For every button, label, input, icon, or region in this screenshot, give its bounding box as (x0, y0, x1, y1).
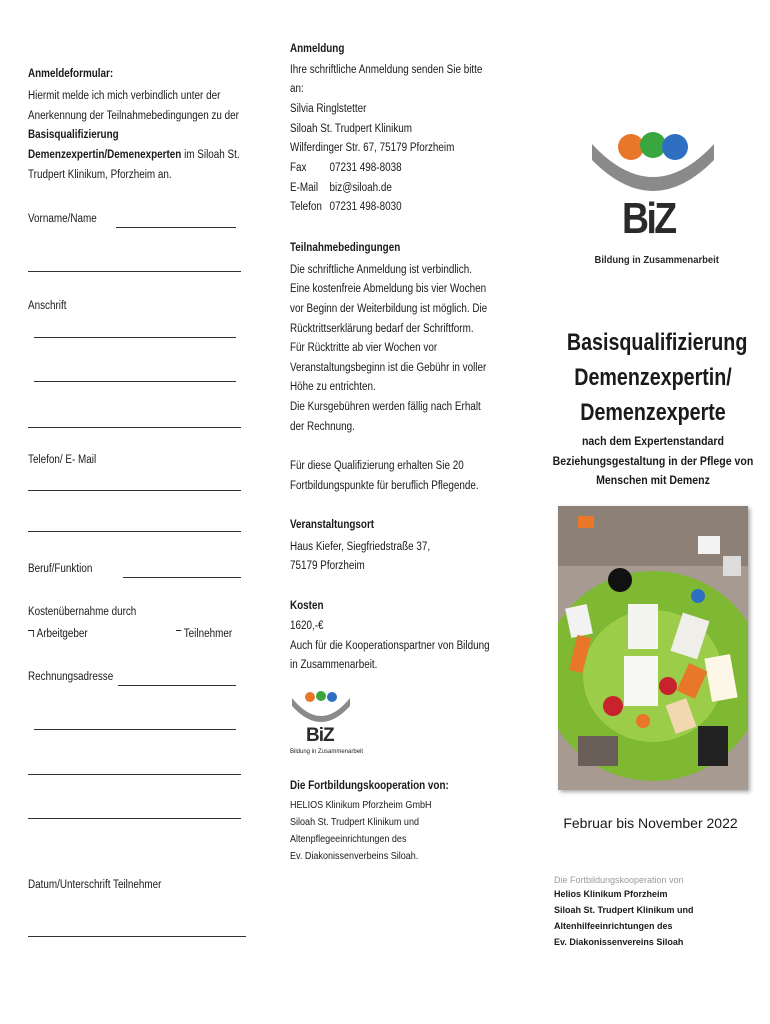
address-input-line[interactable] (34, 381, 236, 382)
costs-line: Auch für die Kooperationspartner von Bildung (290, 640, 490, 652)
participant-option[interactable] (176, 625, 232, 645)
points-line: Für diese Qualifizierung erhalten Sie 20 (290, 460, 464, 472)
cover-coop-intro: Die Fortbildungskooperation von (554, 875, 684, 885)
conditions-line: Veranstaltungsbeginn ist die Gebühr in voller (290, 362, 487, 374)
phone-line (290, 198, 402, 218)
conditions-heading: Teilnahmebedingungen (290, 242, 401, 254)
biz-logo-tagline: Bildung in Zusammenarbeit (594, 254, 719, 266)
name-label: Vorname/Name (28, 213, 97, 225)
conditions-line: Die schriftliche Anmeldung ist verbindlich. (290, 264, 472, 276)
biz-logo (588, 130, 718, 272)
form-heading: Anmeldeformular: (28, 68, 114, 80)
email-label: E-Mail (290, 182, 319, 194)
biz-logo-small-tagline: Bildung in Zusammenarbeit (290, 749, 364, 755)
cover-subtitle-line: nach dem Expertenstandard (581, 434, 725, 448)
fax-line (290, 159, 402, 179)
biz-logo-small-text: BiZ (306, 725, 334, 746)
costs-heading: Kosten (290, 600, 324, 612)
participant-label: Teilnehmer (183, 628, 233, 640)
costs-line: 1620,-€ (290, 620, 324, 632)
points-line: Fortbildungspunkte für beruflich Pflegende. (290, 480, 479, 492)
cover-photo (558, 506, 748, 790)
signature-label: Datum/Unterschrift Teilnehmer (28, 879, 162, 891)
registration-heading: Anmeldung (290, 43, 345, 55)
form-intro-line: Hiermit melde ich mich verbindlich unter der (28, 90, 221, 102)
phone-input-line-2[interactable] (28, 531, 241, 532)
cooperation-line: Ev. Diakonissenverbeins Siloah. (290, 850, 419, 862)
phone-input-line[interactable] (28, 490, 241, 491)
conditions-line: Rücktrittserklärung bedarf der Schriftform. (290, 323, 474, 335)
cover-title-line-1: Basisqualifizierung (566, 329, 748, 356)
phone-label: Telefon/ E- Mail (28, 454, 97, 466)
biz-logo-text: BiZ (622, 194, 675, 243)
form-intro-line (28, 146, 240, 166)
cover-title-line-3: Demenzexperte (580, 399, 726, 426)
biz-logo-small (290, 688, 364, 763)
cover-coop-line: Altenhilfeeinrichtungen des (554, 921, 673, 931)
conditions-line: Die Kursgebühren werden fällig nach Erhalt (290, 401, 481, 413)
employer-checkbox[interactable] (28, 630, 34, 637)
phone-value: 07231 498-8030 (329, 201, 402, 213)
cost-label: Kostenübernahme durch (28, 606, 137, 618)
billing-label: Rechnungsadresse (28, 671, 114, 683)
address-input-line[interactable] (28, 427, 241, 428)
job-input-line[interactable] (123, 577, 241, 578)
registration-line: Siloah St. Trudpert Klinikum (290, 123, 413, 135)
billing-input-line[interactable] (34, 729, 236, 730)
costs-line: in Zusammenarbeit. (290, 659, 378, 671)
form-intro-tail: im Siloah St. (181, 149, 240, 161)
cooperation-heading: Die Fortbildungskooperation von: (290, 780, 449, 792)
cover-title-line-2: Demenzexpertin/ (574, 364, 732, 391)
cover-subtitle-line: Menschen mit Demenz (596, 473, 710, 487)
email-value[interactable]: biz@siloah.de (329, 182, 392, 194)
registration-line: an: (290, 83, 304, 95)
conditions-line: Höhe zu entrichten. (290, 381, 376, 393)
registration-line: Silvia Ringlstetter (290, 103, 367, 115)
cover-coop-line: Siloah St. Trudpert Klinikum und (554, 905, 694, 915)
registration-line: Wilferdinger Str. 67, 75179 Pforzheim (290, 142, 455, 154)
cover-coop-line: Helios Klinikum Pforzheim (554, 889, 668, 899)
conditions-line: der Rechnung. (290, 421, 355, 433)
cover-dates: Februar bis November 2022 (563, 815, 738, 831)
billing-input-line[interactable] (28, 818, 241, 819)
name-input-line-2[interactable] (28, 271, 241, 272)
cooperation-line: HELIOS Klinikum Pforzheim GmbH (290, 799, 432, 811)
email-line (290, 179, 392, 199)
address-label: Anschrift (28, 300, 67, 312)
venue-heading: Veranstaltungsort (290, 519, 375, 531)
registration-line: Ihre schriftliche Anmeldung senden Sie bitte (290, 64, 483, 76)
conditions-line: Für Rücktritte ab vier Wochen vor (290, 342, 438, 354)
form-intro-bold: Demenzexpertin/Demenexperten (28, 149, 182, 161)
form-intro-line: Anerkennung der Teilnahmebedingungen zu der (28, 110, 239, 122)
conditions-line: Eine kostenfreie Abmeldung bis vier Wochen (290, 283, 487, 295)
cooperation-line: Siloah St. Trudpert Klinikum und (290, 816, 419, 828)
billing-input-line[interactable] (118, 685, 236, 686)
address-input-line[interactable] (34, 337, 236, 338)
billing-input-line[interactable] (28, 774, 241, 775)
venue-line: Haus Kiefer, Siegfriedstraße 37, (290, 541, 431, 553)
form-intro-line: Trudpert Klinikum, Pforzheim an. (28, 169, 172, 181)
phone-label: Telefon (290, 201, 322, 213)
biz-logo-small-graphic (290, 688, 352, 726)
cover-coop-line: Ev. Diakonissenvereins Siloah (554, 937, 684, 947)
job-label: Beruf/Funktion (28, 563, 93, 575)
name-input-line[interactable] (116, 227, 236, 228)
cover-photo-graphic (558, 506, 748, 790)
fax-value: 07231 498-8038 (329, 162, 402, 174)
venue-line: 75179 Pforzheim (290, 560, 365, 572)
biz-logo-graphic (588, 130, 718, 196)
signature-input-line[interactable] (28, 936, 246, 937)
participant-checkbox[interactable] (176, 630, 181, 637)
conditions-line: vor Beginn der Weiterbildung ist möglich. Die (290, 303, 488, 315)
cover-subtitle-line: Beziehungsgestaltung in der Pflege von (552, 454, 754, 468)
employer-option[interactable] (28, 625, 88, 645)
employer-label: Arbeitgeber (36, 628, 88, 640)
fax-label: Fax (290, 162, 307, 174)
cooperation-line: Altenpflegeeinrichtungen des (290, 833, 407, 845)
form-intro-bold: Basisqualifizierung (28, 129, 119, 141)
